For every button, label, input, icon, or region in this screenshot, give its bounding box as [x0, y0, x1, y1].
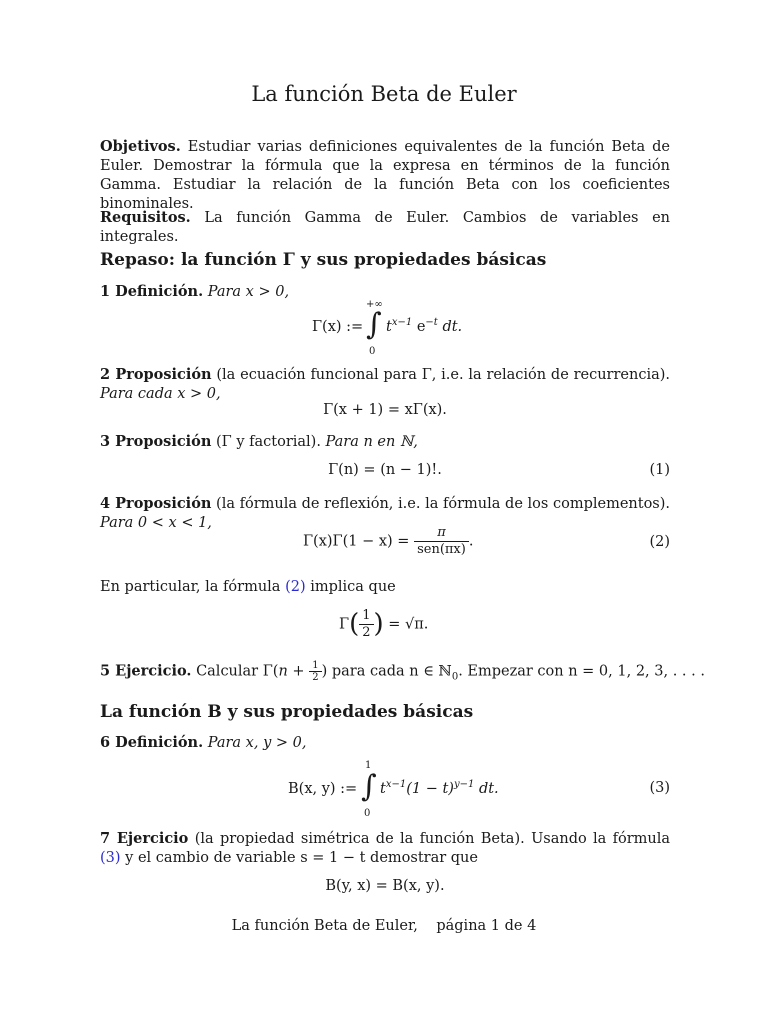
definition-1-label: 1 Definición. — [100, 283, 204, 300]
beta-lhs: B(x, y) := — [288, 781, 358, 797]
exercise-5-text2: para cada n ∈ ℕ — [331, 663, 452, 680]
exercise-5-arg: n + — [278, 663, 305, 680]
reflection-tail: . — [468, 533, 474, 550]
equation-ref-3-link[interactable]: (3) — [100, 850, 121, 866]
definition-6-text: Para x, y > 0, — [207, 735, 307, 751]
gamma-upper-limit: +∞ — [366, 299, 383, 310]
equation-ref-2-link[interactable]: (2) — [285, 579, 306, 595]
page-footer: La función Beta de Euler, página 1 de 4 — [231, 918, 537, 934]
half-numerator: 1 — [359, 608, 373, 625]
proposition-3-paren: (Γ y factorial). — [216, 434, 321, 450]
exercise-7-paren: (la propiedad simétrica de la función Beta). — [194, 831, 525, 847]
equation-number-3: (3) — [649, 780, 670, 796]
reflection-denominator: sen(πx) — [417, 542, 466, 557]
reflection-formula — [303, 525, 473, 558]
requisitos-text: La función Gamma de Euler. Cambios de variables en integrales. — [100, 210, 670, 245]
gamma-recurrence-formula: Γ(x + 1) = xΓ(x). — [323, 402, 447, 418]
particular-sentence — [100, 578, 396, 597]
integral-sign: ∫ — [366, 307, 382, 342]
beta-definition-formula — [288, 760, 508, 822]
reflection-fraction — [414, 525, 469, 558]
gamma-definition-formula — [312, 299, 482, 361]
section-heading-gamma: Repaso: la función Γ y sus propiedades básicas — [100, 250, 547, 270]
exercise-7-text1: Usando la fórmula — [531, 831, 671, 847]
proposition-4-cont: x < 1, — [168, 515, 212, 531]
proposition-4-paren: (la fórmula de reflexión, i.e. la fórmula de los complementos). — [216, 496, 671, 512]
beta-integrand: $t^{x-1}(1 - t)^{y-1}$ dt. — [380, 779, 499, 797]
particular-post: implica que — [310, 579, 396, 595]
definition-6 — [100, 733, 306, 753]
exercise-5-fraction: $\frac{1}{2}$ — [309, 660, 321, 683]
requisitos-paragraph — [100, 208, 670, 247]
gamma-half-formula: Γ( $\frac{1}{2}$ ) = √π. — [339, 608, 429, 640]
definition-6-label: 6 Definición. — [100, 734, 204, 751]
equation-number-2: (2) — [649, 534, 670, 550]
proposition-2-label: 2 Proposición — [100, 366, 212, 383]
proposition-3-statement: Para n en ℕ, — [325, 434, 418, 450]
gamma-half-rhs: = √π. — [388, 616, 429, 633]
particular-pre: En particular, la fórmula — [100, 579, 281, 595]
section-heading-beta: La función B y sus propiedades básicas — [100, 702, 474, 722]
objetivos-paragraph — [100, 137, 670, 214]
proposition-3-label: 3 Proposición — [100, 433, 212, 450]
reflection-lhs: Γ(x)Γ(1 − x) = — [303, 533, 410, 550]
gamma-half-fraction — [359, 608, 373, 641]
objetivos-label: Objetivos. — [100, 138, 181, 155]
exercise-5-text3: . Empezar con n = 0, 1, 2, 3, . . . . — [458, 663, 705, 680]
exercise-7-text2: y el — [125, 850, 152, 866]
proposition-2 — [100, 365, 670, 404]
definition-1 — [100, 282, 289, 302]
beta-symmetry-formula: B(y, x) = B(x, y). — [325, 878, 445, 894]
exercise-7 — [100, 829, 670, 868]
proposition-4-statement: Para 0 < — [100, 515, 164, 531]
proposition-4-label: 4 Proposición — [100, 495, 212, 512]
proposition-2-paren: (la ecuación funcional para Γ, i.e. la relación de recurrencia). — [216, 367, 671, 383]
proposition-3 — [100, 432, 418, 452]
objetivos-text: Estudiar varias definiciones equivalentes de la función Beta de Euler. Demostrar la fórmula que la expresa en términos de la función Gamma. Estudiar la relación de la función Beta con los coeficientes binominales. — [100, 139, 670, 212]
exercise-5: 5 Ejercicio. Calcular Γ(n + $\frac{1}{2}$ ) para cada n ∈ ℕ$_0$. Empezar con n = 0, 1, 2, 3, . . . . — [100, 660, 705, 683]
exercise-5-text1: Calcular Γ — [196, 663, 273, 680]
beta-lower-limit: 0 — [364, 808, 371, 819]
equation-number-1: (1) — [649, 462, 670, 478]
exercise-7-line2: cambio de variable s = 1 − t demostrar que — [155, 850, 478, 866]
definition-1-text: Para x > 0, — [207, 284, 290, 300]
gamma-lhs: Γ(x) := — [312, 319, 364, 335]
integral-sign: ∫ — [361, 769, 377, 804]
proposition-2-statement: Para cada — [100, 386, 173, 402]
gamma-factorial-formula: Γ(n) = (n − 1)!. — [328, 462, 442, 478]
half-denominator: 2 — [362, 625, 371, 640]
exercise-7-label: 7 Ejercicio — [100, 830, 189, 847]
beta-upper-limit: 1 — [365, 760, 372, 771]
requisitos-label: Requisitos. — [100, 209, 191, 226]
exercise-5-label: 5 Ejercicio. — [100, 662, 192, 680]
gamma-integrand: $t^{x-1}$ $e^{-t}$ dt. — [386, 317, 463, 335]
gamma-half-lhs: Γ — [339, 616, 350, 633]
proposition-2-cont: x > 0, — [177, 386, 221, 402]
gamma-lower-limit: 0 — [369, 346, 376, 357]
page-title: La función Beta de Euler — [251, 82, 517, 106]
reflection-numerator: π — [414, 525, 469, 542]
